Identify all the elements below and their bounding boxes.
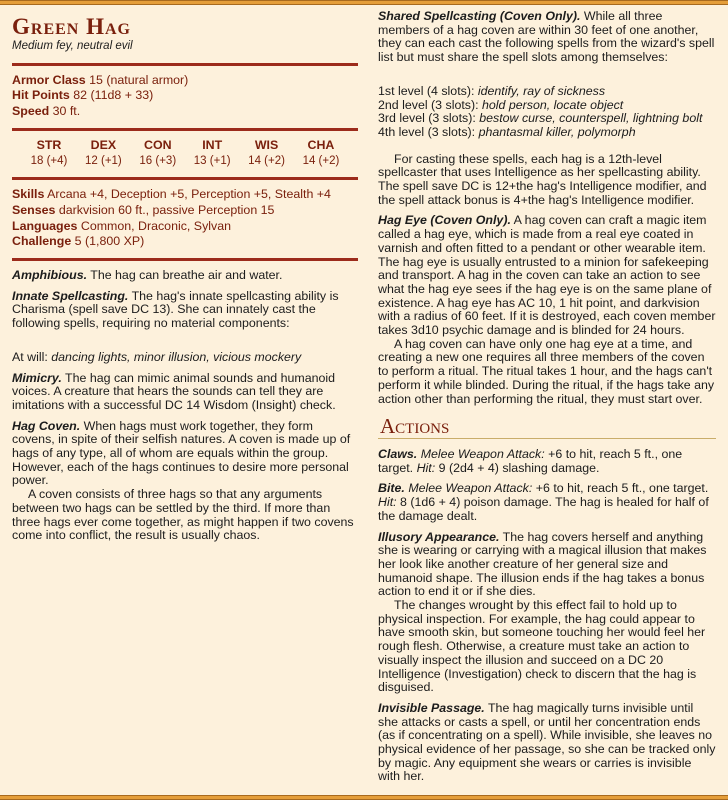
innate-at-will — [12, 351, 358, 365]
challenge-label: Challenge — [12, 234, 72, 249]
spell-level-label: 3rd level (3 slots): — [378, 111, 476, 126]
trait-mimicry — [12, 372, 358, 413]
divider — [12, 258, 358, 261]
trait-text: The hag's innate spellcasting ability is Charisma (spell save DC 13). She can innately cast the following spells, requiring no material components: — [12, 288, 339, 331]
ability-value: 13 (+1) — [193, 154, 231, 167]
skills — [12, 188, 358, 202]
trait-text: The hag can breathe air and water. — [90, 268, 283, 283]
trait-text: While all three members of a hag coven are within 30 feet of one another, they can each cast the following spells from the wizard's spell list but must share the spell slots among themselves: — [378, 9, 715, 65]
ability-value: 12 (+1) — [85, 154, 122, 167]
action-name: Bite. — [378, 481, 405, 496]
action-illusory-appearance — [378, 531, 716, 600]
spell-level-spells: identify, ray of sickness — [477, 83, 606, 98]
speed-value: 30 ft. — [52, 104, 81, 119]
divider — [12, 128, 358, 131]
monster-name: Green Hag — [12, 14, 131, 39]
ability-value: 18 (+4) — [30, 154, 68, 167]
languages — [12, 220, 358, 234]
spell-level-label: 1st level (4 slots): — [378, 83, 475, 98]
armor-class-value: 15 (natural armor) — [89, 72, 189, 87]
hag-coven-continued: A coven consists of three hags so that any arguments between two hags can be settled by the third. If more than three hags ever come together, as might happen if two covens come into conflict, the result is usually chaos. — [12, 487, 354, 543]
spell-level-label: 2nd level (3 slots): — [378, 97, 479, 112]
action-name: Invisible Passage. — [378, 700, 485, 715]
spell-level-spells: hold person, locate object — [482, 97, 624, 112]
trait-name: Hag Eye (Coven Only). — [378, 213, 511, 228]
ability-value: 14 (+2) — [248, 154, 285, 167]
ability-scores — [12, 139, 358, 168]
action-text: The hag covers herself and anything she is wearing or carrying with a magical illusion that makes her look like another creature of her general size and humanoid shape. The illusion ends if the hag takes a bonus action to end it or if she dies. — [378, 529, 707, 599]
senses-label: Senses — [12, 202, 56, 217]
left-column — [12, 10, 358, 550]
ability-name: WIS — [254, 137, 279, 152]
spell-slot-list — [378, 85, 716, 140]
skills-label: Skills — [12, 187, 45, 202]
action-invisible-passage — [378, 702, 716, 784]
hag-eye-continued: A hag coven can have only one hag eye at a time, and creating a new one requires all three members of the coven to perform a ritual. The ritual takes 1 hour, and the hags can't perform it while blinded. During the ritual, if the hags take any action other than performing the ritual, they must start over. — [378, 336, 715, 406]
ability-int — [187, 139, 237, 168]
trait-amphibious — [12, 269, 358, 283]
attack-text: +6 to hit, reach 5 ft., one target. — [378, 446, 683, 475]
spell-level-2 — [378, 99, 716, 113]
action-text: The hag magically turns invisible until she attacks or casts a spell, or until her concentration ends (as if concentrating on a spell). While invisible, she leaves no physical evidence of her passage, so she can be tracked only by magic. Any equipment she wears or carries is invisible with her. — [378, 700, 716, 784]
skills-value: Arcana +4, Deception +5, Perception +5, Stealth +4 — [47, 187, 331, 202]
senses — [12, 204, 358, 218]
action-name: Illusory Appearance. — [378, 529, 500, 544]
languages-label: Languages — [12, 218, 78, 233]
trait-name: Innate Spellcasting. — [12, 288, 129, 303]
ability-name: CHA — [307, 137, 335, 152]
speed — [12, 105, 358, 119]
hit-points-value: 82 (11d8 + 33) — [73, 88, 154, 103]
attack-type: Melee Weapon Attack: — [420, 446, 545, 461]
shared-spellcasting-continued: For casting these spells, each hag is a 12th-level spellcaster that uses Intelligence as her spellcasting ability. The spell save DC is 12+the hag's Intelligence modifier, and the spell attack bonus is 4+the hag's Intelligence modifier. — [378, 151, 707, 207]
divider — [12, 63, 358, 66]
trait-text: The hag can mimic animal sounds and humanoid voices. A creature that hears the sounds can tell they are imitations with a successful DC 14 Wisdom (Insight) check. — [12, 370, 336, 412]
spell-level-spells: bestow curse, counterspell, lightning bolt — [479, 111, 703, 126]
attack-text: +6 to hit, reach 5 ft., one target. — [535, 481, 709, 496]
challenge — [12, 235, 358, 249]
ability-value: 14 (+2) — [302, 154, 340, 167]
top-border — [0, 0, 728, 5]
ability-wis — [242, 139, 292, 168]
right-column — [378, 10, 716, 791]
at-will-spells: dancing lights, minor illusion, vicious mockery — [51, 349, 302, 364]
spell-level-4 — [378, 126, 716, 140]
ability-str — [24, 139, 74, 168]
actions-heading: Actions — [380, 414, 450, 439]
ability-name: STR — [36, 137, 62, 152]
trait-innate-spellcasting — [12, 290, 358, 331]
ability-con — [133, 139, 183, 168]
speed-label: Speed — [12, 104, 50, 119]
challenge-value: 5 (1,800 XP) — [74, 234, 145, 249]
action-bite — [378, 482, 716, 523]
action-name: Claws. — [378, 446, 418, 461]
actions-rule — [378, 438, 716, 439]
hit-text: 8 (1d6 + 4) poison damage. The hag is healed for half of the damage dealt. — [378, 495, 709, 523]
monster-type: Medium fey, neutral evil — [12, 40, 133, 52]
spell-level-spells: phantasmal killer, polymorph — [478, 124, 636, 139]
ability-value: 16 (+3) — [139, 154, 177, 167]
ability-name: INT — [202, 137, 223, 152]
armor-class — [12, 74, 358, 88]
trait-text: When hags must work together, they form covens, in spite of their selfish natures. A coven is made up of hags of any type, all of whom are equals within the group. However, each of the hags continues to desire more personal power. — [12, 418, 351, 488]
attack-type: Melee Weapon Attack: — [408, 481, 533, 496]
spell-level-3 — [378, 112, 716, 126]
at-will-label: At will: — [12, 349, 48, 364]
trait-hag-coven — [12, 420, 358, 489]
hit-label: Hit: — [378, 495, 397, 510]
trait-shared-spellcasting — [378, 10, 716, 65]
senses-value: darkvision 60 ft., passive Perception 15 — [58, 202, 275, 217]
armor-class-label: Armor Class — [12, 72, 86, 87]
trait-name: Shared Spellcasting (Coven Only). — [378, 9, 581, 23]
illusory-appearance-continued: The changes wrought by this effect fail to hold up to physical inspection. For example, the hag could appear to have smooth skin, but someone touching her would feel her rough flesh. Otherwise, a creature must take an action to visually inspect the illusion and succeed on a DC 20 Intelligence (Investigation) check to discern that the hag is disguised. — [378, 598, 706, 695]
trait-name: Mimicry. — [12, 370, 62, 385]
ability-name: DEX — [90, 137, 117, 152]
spell-level-label: 4th level (3 slots): — [378, 124, 476, 139]
divider — [12, 177, 358, 180]
languages-value: Common, Draconic, Sylvan — [80, 218, 231, 233]
action-claws — [378, 448, 716, 475]
trait-name: Amphibious. — [12, 268, 88, 283]
trait-text: A hag coven can craft a magic item called a hag eye, which is made from a real eye coated in varnish and often fitted to a pendant or other wearable item. The hag eye is usually entrusted to a minion for safekeeping and transport. A hag in the coven can take an action to see what the hag eye sees if the hag eye is on the same plane of existence. A hag eye has AC 10, 1 hit point, and darkvision with a radius of 60 feet. If it is destroyed, each coven member takes 3d10 psychic damage and is blinded for 24 hours. — [378, 213, 716, 338]
ability-name: CON — [144, 137, 172, 152]
trait-hag-eye — [378, 214, 716, 337]
ability-dex — [78, 139, 128, 168]
hit-text: 9 (2d4 + 4) slashing damage. — [438, 460, 600, 475]
hit-label: Hit: — [416, 460, 436, 475]
bottom-border — [0, 795, 728, 800]
hit-points-label: Hit Points — [12, 88, 70, 103]
spell-level-1 — [378, 85, 716, 99]
ability-cha — [296, 139, 346, 168]
hit-points — [12, 89, 358, 103]
trait-name: Hag Coven. — [12, 418, 81, 433]
